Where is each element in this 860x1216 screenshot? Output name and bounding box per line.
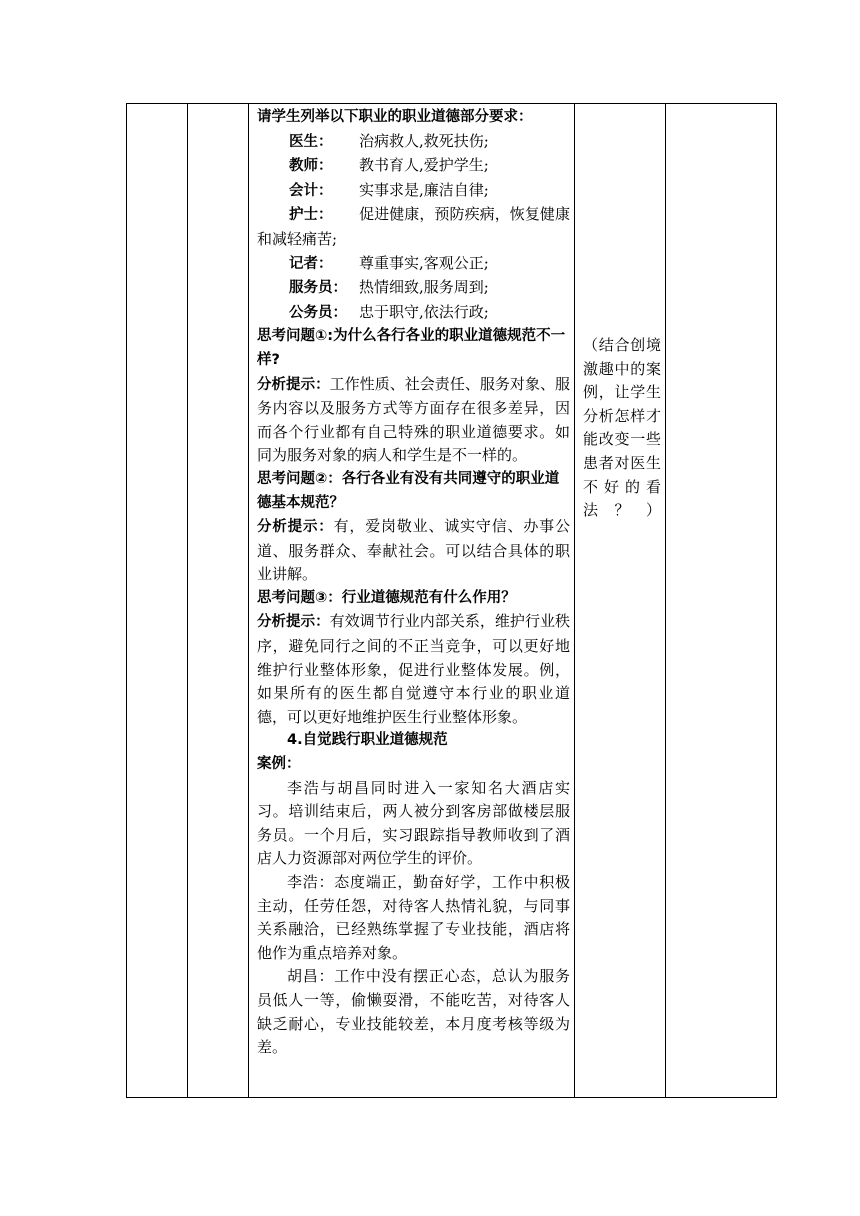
content-cell: [249, 104, 575, 1098]
section-heading: 4.自觉践行职业道德规范: [287, 732, 448, 749]
answer-label: 分析提示：: [257, 376, 330, 393]
answer-2: [257, 515, 570, 587]
answer-3: [257, 610, 570, 729]
note-cell: [575, 104, 666, 1098]
question-3: 思考问题③：行业道德规范有什么作用？: [257, 589, 516, 606]
case-paragraph: 李浩：态度端正，勤奋好学，工作中积极主动，任劳任怨，对待客人热情礼貌，与同事关系融洽，已经熟练掌握了专业技能，酒店将他作为重点培养对象。: [257, 873, 570, 962]
profession-text: 治病救人,救死扶伤;: [359, 131, 489, 150]
table-row: [127, 104, 777, 1098]
profession-text: 尊重事实,客观公正;: [359, 253, 489, 272]
profession-text: 实事求是,廉洁自律;: [359, 180, 489, 199]
empty-cell-2: [188, 104, 249, 1098]
profession-text: 教书育人,爱护学生;: [359, 156, 489, 175]
profession-label: 服务员：: [289, 280, 347, 297]
teaching-content: [249, 104, 574, 1064]
profession-text: 热情细致,服务周到;: [359, 278, 489, 297]
profession-label: 教师：: [289, 158, 333, 175]
profession-label: 护士：: [289, 207, 333, 224]
intro-text: 请学生列举以下职业的职业道德部分要求：: [257, 109, 533, 125]
side-note: （结合创境激趣中的案例，让学生分析怎样才能改变一些患者对医生不好的看法？）: [583, 336, 661, 520]
answer-label: 分析提示：: [257, 519, 334, 536]
profession-item: [257, 276, 570, 301]
profession-item: [257, 130, 570, 155]
profession-label: 记者：: [289, 255, 333, 272]
profession-label: 公务员：: [289, 304, 347, 321]
profession-item: [257, 179, 570, 204]
profession-item: [257, 252, 570, 277]
question-1: 思考问题①:为什么各行各业的职业道德规范不一样?: [257, 328, 566, 368]
lesson-plan-table: [126, 103, 777, 1098]
profession-item: [257, 301, 570, 326]
answer-text: 有效调节行业内部关系，维护行业秩序，避免同行之间的不正当竞争，可以更好地维护行业整体形象，促进行业整体发展。例，如果所有的医生都自觉遵守本行业的职业道德，可以更好地维护医生行业整体形象。: [257, 612, 570, 726]
profession-text: 忠于职守,依法行政;: [359, 302, 489, 321]
answer-text: 工作性质、社会责任、服务对象、服务内容以及服务方式等方面存在很多差异，因而各个行业都有自己特殊的职业道德要求。如同为服务对象的病人和学生是不一样的。: [257, 374, 570, 465]
empty-cell-5: [666, 104, 777, 1098]
answer-label: 分析提示：: [257, 614, 330, 631]
profession-label: 医生：: [289, 133, 333, 150]
profession-label: 会计：: [289, 182, 333, 199]
profession-item: [257, 154, 570, 179]
question-2: 思考问题②：各行各业有没有共同遵守的职业道德基本规范？: [257, 470, 560, 511]
case-label: 案例：: [257, 756, 301, 773]
profession-text: 促进健康，预防疾病，恢复健康和减轻痛苦;: [257, 205, 570, 248]
profession-item: [257, 203, 570, 251]
empty-cell-1: [127, 104, 188, 1098]
answer-1: [257, 373, 570, 468]
case-paragraph: 胡昌：工作中没有摆正心态，总认为服务员低人一等，偷懒耍滑，不能吃苦，对待客人缺乏耐心，专业技能较差，本月度考核等级为差。: [257, 967, 570, 1057]
case-paragraph: 李浩与胡昌同时进入一家知名大酒店实习。培训结束后，两人被分到客房部做楼层服务员。一个月后，实习跟踪指导教师收到了酒店人力资源部对两位学生的评价。: [257, 778, 570, 868]
answer-text: 有，爱岗敬业、诚实守信、办事公道、服务群众、奉献社会。可以结合具体的职业讲解。: [257, 517, 570, 584]
